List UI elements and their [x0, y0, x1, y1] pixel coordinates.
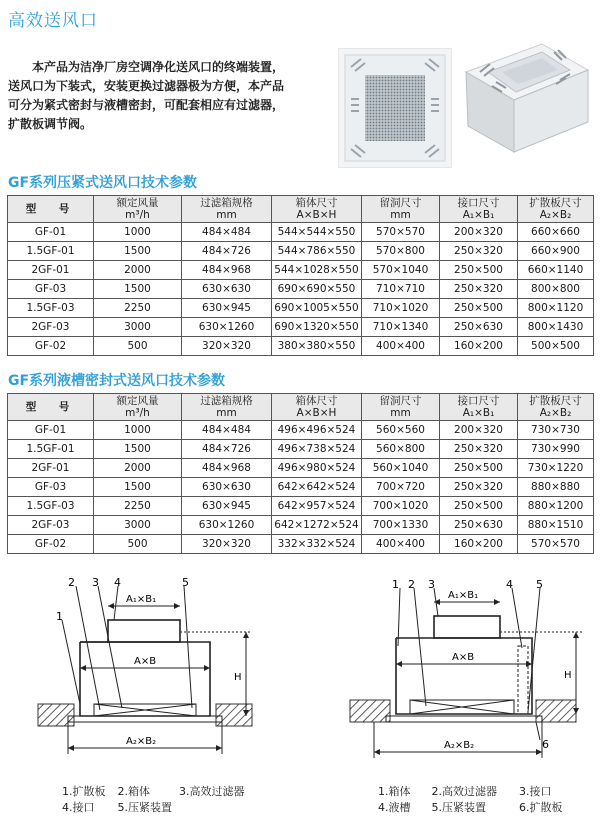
table-row [8, 242, 594, 261]
table-cell: 800×1120 [518, 299, 594, 318]
table-cell: 2GF-01 [8, 261, 94, 280]
callout-3: 3 [428, 578, 435, 591]
table-cell: 320×320 [182, 535, 272, 554]
port-outline [434, 616, 500, 638]
table-row [8, 299, 594, 318]
callout-5: 5 [536, 578, 543, 591]
table-cell: 544×1028×550 [272, 261, 362, 280]
table-row [8, 516, 594, 535]
dim-h-label: H [564, 670, 572, 681]
legend-item: 5.压紧装置 [117, 801, 172, 814]
table-cell: 642×642×524 [272, 478, 362, 497]
dim-ab-label: A×B [134, 656, 157, 667]
table-cell: 484×968 [182, 261, 272, 280]
table-cell: 496×738×524 [272, 440, 362, 459]
col-header-box-size: 箱体尺寸 A×B×H [272, 394, 362, 421]
table-cell: 200×320 [440, 421, 518, 440]
table-cell: 660×660 [518, 223, 594, 242]
table-cell: 880×1200 [518, 497, 594, 516]
table-cell: 1.5GF-03 [8, 497, 94, 516]
table-cell: 690×1005×550 [272, 299, 362, 318]
table-cell: 200×320 [440, 223, 518, 242]
table-row [8, 440, 594, 459]
ceiling-slab [38, 704, 74, 726]
table-cell: 400×400 [362, 337, 440, 356]
col-header-airflow: 额定风量 m³/h [94, 394, 182, 421]
table-cell: 484×484 [182, 421, 272, 440]
ceiling-slab [216, 704, 252, 726]
table-cell: 250×320 [440, 440, 518, 459]
table-cell: 3000 [94, 318, 182, 337]
table-cell: 2250 [94, 299, 182, 318]
callout-1: 1 [392, 578, 399, 591]
legend-item: 3.高效过滤器 [179, 785, 245, 798]
table-cell: 880×880 [518, 478, 594, 497]
table-cell: 570×800 [362, 242, 440, 261]
table-cell: 484×726 [182, 440, 272, 459]
table-cell: 730×990 [518, 440, 594, 459]
left-diagram-legend [62, 784, 245, 816]
table-row [8, 497, 594, 516]
legend-item: 4.液槽 [378, 801, 411, 814]
callout-1: 1 [56, 610, 63, 623]
table-cell: 1.5GF-01 [8, 242, 94, 261]
table-cell: 700×1020 [362, 497, 440, 516]
table-cell: 560×800 [362, 440, 440, 459]
col-header-diffuser-size: 扩散板尺寸 A₂×B₂ [518, 394, 594, 421]
legend-item: 4.接口 [62, 801, 95, 814]
table-cell: 250×320 [440, 280, 518, 299]
dim-a2b2-label: A₂×B₂ [126, 736, 157, 747]
col-header-port-size: 接口尺寸 A₁×B₁ [440, 394, 518, 421]
legend-item: 2.箱体 [117, 785, 150, 798]
table-cell: 690×690×550 [272, 280, 362, 299]
table-cell: 544×544×550 [272, 223, 362, 242]
table-cell: 660×1140 [518, 261, 594, 280]
air-outlet-box-photo [458, 30, 594, 166]
table-cell: 496×980×524 [272, 459, 362, 478]
col-header-hole-size: 留洞尺寸 mm [362, 196, 440, 223]
dim-a1b1-label: A₁×B₁ [126, 594, 157, 605]
callout-5: 5 [182, 576, 189, 589]
table-cell: 642×1272×524 [272, 516, 362, 535]
table-cell: 560×560 [362, 421, 440, 440]
table-cell: 700×720 [362, 478, 440, 497]
table-cell: 2250 [94, 497, 182, 516]
table-cell: 730×730 [518, 421, 594, 440]
table-cell: 800×800 [518, 280, 594, 299]
table-cell: 560×1040 [362, 459, 440, 478]
table-cell: 2000 [94, 459, 182, 478]
table-cell: 570×570 [518, 535, 594, 554]
table-cell: 630×945 [182, 497, 272, 516]
col-header-diffuser-size: 扩散板尺寸 A₂×B₂ [518, 196, 594, 223]
table-cell: 1000 [94, 421, 182, 440]
table-cell: 250×320 [440, 478, 518, 497]
liquid-seal-spec-table [7, 393, 594, 554]
col-header-port-size: 接口尺寸 A₁×B₁ [440, 196, 518, 223]
table-cell: GF-01 [8, 421, 94, 440]
callout-2: 2 [408, 578, 415, 591]
ceiling-slab [350, 700, 390, 722]
compression-spec-table [7, 195, 594, 356]
table-cell: GF-03 [8, 280, 94, 299]
intro-line: 可分为紧式密封与液槽密封，可配套相应有过滤器， [8, 98, 285, 112]
table-cell: 2000 [94, 261, 182, 280]
table-cell: 400×400 [362, 535, 440, 554]
table-row [8, 337, 594, 356]
legend-item: 3.接口 [519, 785, 552, 798]
table-cell: 544×786×550 [272, 242, 362, 261]
table-cell: 320×320 [182, 337, 272, 356]
table-cell: 630×1260 [182, 318, 272, 337]
table-cell: 630×1260 [182, 516, 272, 535]
table-cell: 642×957×524 [272, 497, 362, 516]
table-cell: 730×1220 [518, 459, 594, 478]
callout-3: 3 [92, 576, 99, 589]
table-cell: 800×1430 [518, 318, 594, 337]
callout-2: 2 [68, 576, 75, 589]
table-cell: 570×1040 [362, 261, 440, 280]
table-row [8, 535, 594, 554]
table-cell: 500 [94, 337, 182, 356]
box-body-outline [396, 638, 532, 714]
compression-outlet-diagram [10, 576, 300, 766]
col-header-filter-size: 过滤箱规格 mm [182, 394, 272, 421]
right-diagram-legend [378, 784, 563, 816]
table1-title: GF系列压紧式送风口技术参数 [8, 175, 198, 191]
table-row [8, 223, 594, 242]
table2-title: GF系列液槽密封式送风口技术参数 [8, 373, 226, 389]
legend-item: 6.扩散板 [519, 801, 563, 814]
table-row [8, 261, 594, 280]
table-cell: 484×726 [182, 242, 272, 261]
table-cell: 250×320 [440, 242, 518, 261]
table-cell: 570×570 [362, 223, 440, 242]
intro-line: 本产品为洁净厂房空调净化送风口的终端装置， [32, 60, 285, 74]
table-row [8, 280, 594, 299]
table-cell: 500×500 [518, 337, 594, 356]
col-header-model: 型 号 [8, 394, 94, 421]
table-cell: 3000 [94, 516, 182, 535]
table-cell: 710×1020 [362, 299, 440, 318]
table-cell: 500 [94, 535, 182, 554]
col-header-model: 型 号 [8, 196, 94, 223]
table-cell: 250×500 [440, 261, 518, 280]
table-cell: 1500 [94, 478, 182, 497]
liquid-trough [518, 646, 528, 714]
legend-item: 1.箱体 [378, 785, 411, 798]
table-cell: 700×1330 [362, 516, 440, 535]
dim-a2b2-label: A₂×B₂ [444, 740, 475, 751]
table-cell: 250×630 [440, 318, 518, 337]
dim-a1b1-label: A₁×B₁ [448, 590, 479, 601]
table-row [8, 478, 594, 497]
liquid-seal-outlet-diagram [330, 576, 596, 766]
table-cell: GF-01 [8, 223, 94, 242]
table-cell: 1500 [94, 280, 182, 299]
dim-ab-label: A×B [452, 652, 475, 663]
dim-h-label: H [234, 672, 242, 683]
callout-6: 6 [542, 738, 549, 751]
table-cell: 690×1320×550 [272, 318, 362, 337]
table-cell: 484×484 [182, 223, 272, 242]
col-header-airflow: 额定风量 m³/h [94, 196, 182, 223]
table-cell: 2GF-01 [8, 459, 94, 478]
intro-line: 送风口为下装式，安装更换过滤器极为方便，本产品 [8, 79, 285, 93]
table-cell: 380×380×550 [272, 337, 362, 356]
legend-item: 2.高效过滤器 [431, 785, 497, 798]
table-cell: 2GF-03 [8, 318, 94, 337]
table-cell: 630×630 [182, 280, 272, 299]
diffuser-plate-photo [338, 48, 452, 168]
table-row [8, 459, 594, 478]
table-cell: 484×968 [182, 459, 272, 478]
legend-item: 1.扩散板 [62, 785, 106, 798]
table-header-row [8, 196, 594, 223]
table-cell: 250×500 [440, 497, 518, 516]
table-cell: 332×332×524 [272, 535, 362, 554]
table-header-row [8, 394, 594, 421]
table-cell: 1000 [94, 223, 182, 242]
table-cell: 250×500 [440, 299, 518, 318]
table-cell: 660×900 [518, 242, 594, 261]
table-cell: 630×630 [182, 478, 272, 497]
intro-paragraph [8, 58, 326, 134]
table-cell: 1.5GF-03 [8, 299, 94, 318]
table-row [8, 421, 594, 440]
table-cell: 2GF-03 [8, 516, 94, 535]
table-cell: 880×1510 [518, 516, 594, 535]
table-cell: 1500 [94, 242, 182, 261]
intro-line: 扩散板调节阀。 [8, 117, 93, 131]
table-cell: 250×630 [440, 516, 518, 535]
col-header-box-size: 箱体尺寸 A×B×H [272, 196, 362, 223]
port-outline [108, 620, 180, 642]
table-cell: 710×1340 [362, 318, 440, 337]
table-cell: 710×710 [362, 280, 440, 299]
legend-item: 5.压紧装置 [431, 801, 486, 814]
col-header-hole-size: 留洞尺寸 mm [362, 394, 440, 421]
table-cell: GF-02 [8, 535, 94, 554]
table-cell: 1.5GF-01 [8, 440, 94, 459]
table-row [8, 318, 594, 337]
page-title: 高效送风口 [8, 11, 98, 31]
table-cell: 496×496×524 [272, 421, 362, 440]
col-header-filter-size: 过滤箱规格 mm [182, 196, 272, 223]
table-cell: 160×200 [440, 337, 518, 356]
callout-4: 4 [114, 576, 121, 589]
table-cell: 630×945 [182, 299, 272, 318]
callout-4: 4 [506, 578, 513, 591]
table-cell: 160×200 [440, 535, 518, 554]
table-cell: 250×500 [440, 459, 518, 478]
table-cell: 1500 [94, 440, 182, 459]
table-cell: GF-03 [8, 478, 94, 497]
table-cell: GF-02 [8, 337, 94, 356]
